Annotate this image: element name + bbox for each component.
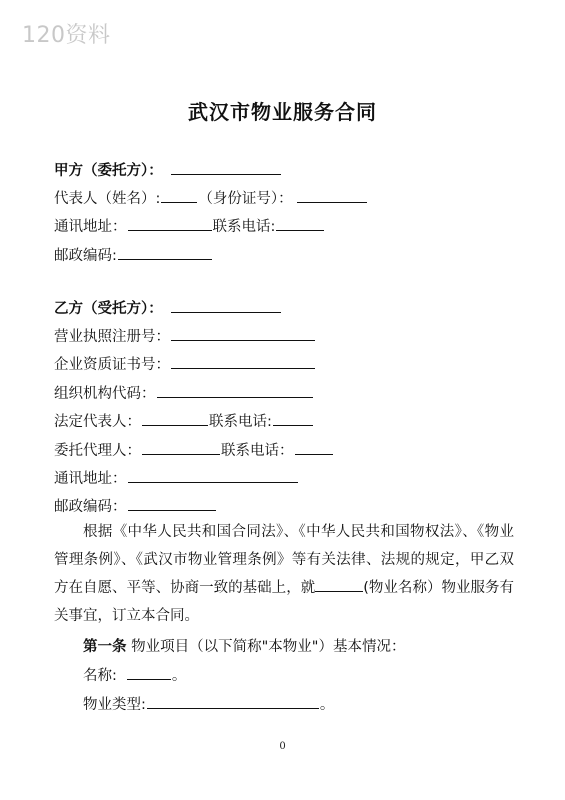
item-type-end: 。: [319, 697, 335, 713]
party-a-name-blank: [171, 160, 281, 175]
party-b-agent-phone-label: 联系电话：: [221, 443, 294, 459]
article-1-text: 物业项目（以下简称"本物业"）基本情况：: [131, 639, 406, 655]
item-type-row: [83, 694, 334, 715]
item-name-row: [83, 665, 186, 686]
preamble-paragraph: [54, 518, 514, 630]
party-b-license-label: 营业执照注册号：: [54, 329, 170, 345]
item-name-blank: [127, 665, 171, 680]
party-a-rep-blank: [161, 188, 197, 203]
document-title: 武汉市物业服务合同: [188, 100, 377, 124]
party-b-org-code-row: [54, 383, 314, 404]
party-b-org-code-blank: [157, 383, 313, 398]
item-name-label: 名称:: [83, 668, 117, 684]
party-b-address-label: 通讯地址：: [54, 471, 127, 487]
item-type-label: 物业类型:: [83, 697, 146, 713]
party-b-agent-row: [54, 440, 334, 461]
party-a-address-blank: [128, 216, 212, 231]
article-1-row: [83, 637, 405, 657]
item-name-end: 。: [171, 668, 187, 684]
party-b-legal-rep-row: [54, 411, 314, 432]
preamble-text-1: 根据《中华人民共和国合同法》、《中华人民共和国物权法》、《物业管理条例》、《武汉市物业管理条例》等有关法律、法规的规定，甲乙双方在自愿、平等、协商一致的基础上，就: [54, 524, 514, 596]
party-a-phone-blank: [276, 216, 324, 231]
party-b-postcode-label: 邮政编码：: [54, 499, 127, 515]
party-a-rep-row: [54, 188, 368, 209]
party-a-postcode-blank: [118, 245, 212, 260]
party-b-agent-blank: [142, 440, 220, 455]
party-a-id-blank: [297, 188, 367, 203]
party-b-qualification-label: 企业资质证书号：: [54, 357, 170, 373]
party-a-address-row: [54, 216, 325, 237]
party-b-license-row: [54, 326, 316, 347]
party-a-postcode-row: [54, 245, 213, 266]
article-1-label: 第一条: [83, 639, 127, 655]
party-b-legal-rep-label: 法定代表人：: [54, 414, 141, 430]
party-b-postcode-row: [54, 496, 217, 517]
watermark: 120资料: [22, 23, 111, 48]
party-b-address-blank: [128, 468, 298, 483]
party-a-rep-label: 代表人（姓名）:: [54, 191, 161, 207]
party-b-name-blank: [171, 298, 281, 313]
party-b-org-code-label: 组织机构代码：: [54, 386, 156, 402]
party-a-address-label: 通讯地址：: [54, 219, 127, 235]
party-b-license-blank: [171, 326, 315, 341]
preamble-text-2: (物业名称）物业服务有关事宜，订立本合同。: [54, 580, 515, 624]
page-number: 0: [279, 741, 286, 752]
party-a-postcode-label: 邮政编码:: [54, 248, 117, 264]
party-b-heading: 乙方（受托方）：: [54, 301, 163, 317]
party-a-id-label: （身份证号）：: [198, 191, 293, 207]
party-b-heading-row: [54, 298, 282, 319]
party-b-legal-phone-label: 联系电话:: [209, 414, 272, 430]
party-b-legal-phone-blank: [273, 411, 313, 426]
item-type-blank: [147, 694, 319, 709]
party-b-qualification-blank: [171, 354, 315, 369]
party-b-postcode-blank: [128, 496, 216, 511]
party-b-agent-phone-blank: [295, 440, 333, 455]
property-name-blank: [315, 577, 363, 592]
party-b-address-row: [54, 468, 299, 489]
party-b-agent-label: 委托代理人：: [54, 443, 141, 459]
party-a-phone-label: 联系电话:: [212, 219, 276, 235]
party-a-heading-row: [54, 160, 282, 181]
party-a-heading: 甲方（委托方）：: [54, 163, 163, 179]
party-b-qualification-row: [54, 354, 316, 375]
party-b-legal-rep-blank: [142, 411, 208, 426]
